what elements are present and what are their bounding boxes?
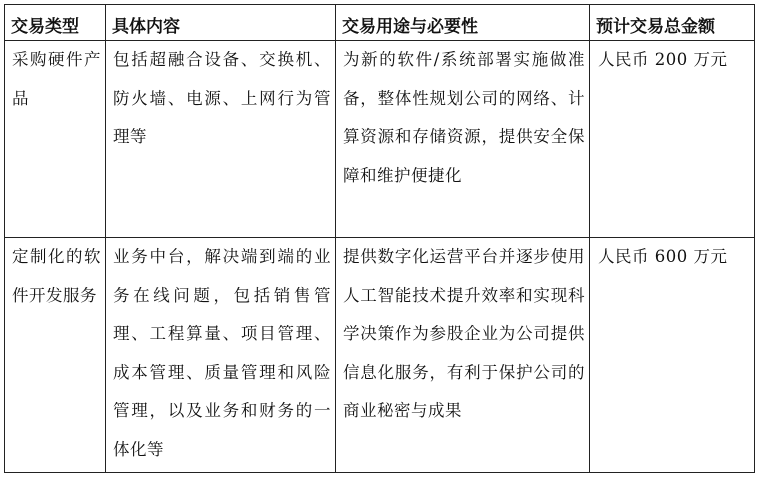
cell-text: 包括超融合设备、交换机、防火墙、电源、上网行为管理等 [113,50,331,146]
cell-content [106,238,336,473]
cell-text: 定制化的软件开发服务 [12,247,101,305]
table-body [5,41,755,473]
cell-text: 提供数字化运营平台并逐步使用人工智能技术提升效率和实现科学决策作为参股企业为公司提供信息化服务，有利于保护公司的商业秘密与成果 [343,247,585,420]
cell-purpose [336,238,590,473]
cell-transaction-type [5,41,106,238]
cell-text: 业务中台，解决端到端的业务在线问题，包括销售管理、工程算量、项目管理、成本管理、质量管理和风险管理，以及业务和财务的一体化等 [113,247,331,459]
table-row [5,238,755,473]
table-header [5,5,755,41]
cell-text: 人民币 200 万元 [598,50,728,69]
cell-purpose [336,41,590,238]
header-amount: 预计交易总金额 [590,5,755,41]
transaction-table [4,4,755,473]
header-purpose: 交易用途与必要性 [336,5,590,41]
header-transaction-type: 交易类型 [5,5,106,41]
header-row [5,5,755,41]
cell-text: 采购硬件产品 [12,50,101,108]
cell-text: 为新的软件/系统部署实施做准备，整体性规划公司的网络、计算资源和存储资源，提供安全保障和维护便捷化 [343,50,585,185]
cell-transaction-type [5,238,106,473]
header-content: 具体内容 [106,5,336,41]
cell-text: 人民币 600 万元 [598,247,728,266]
cell-content [106,41,336,238]
cell-amount [590,238,755,473]
table-row [5,41,755,238]
cell-amount [590,41,755,238]
